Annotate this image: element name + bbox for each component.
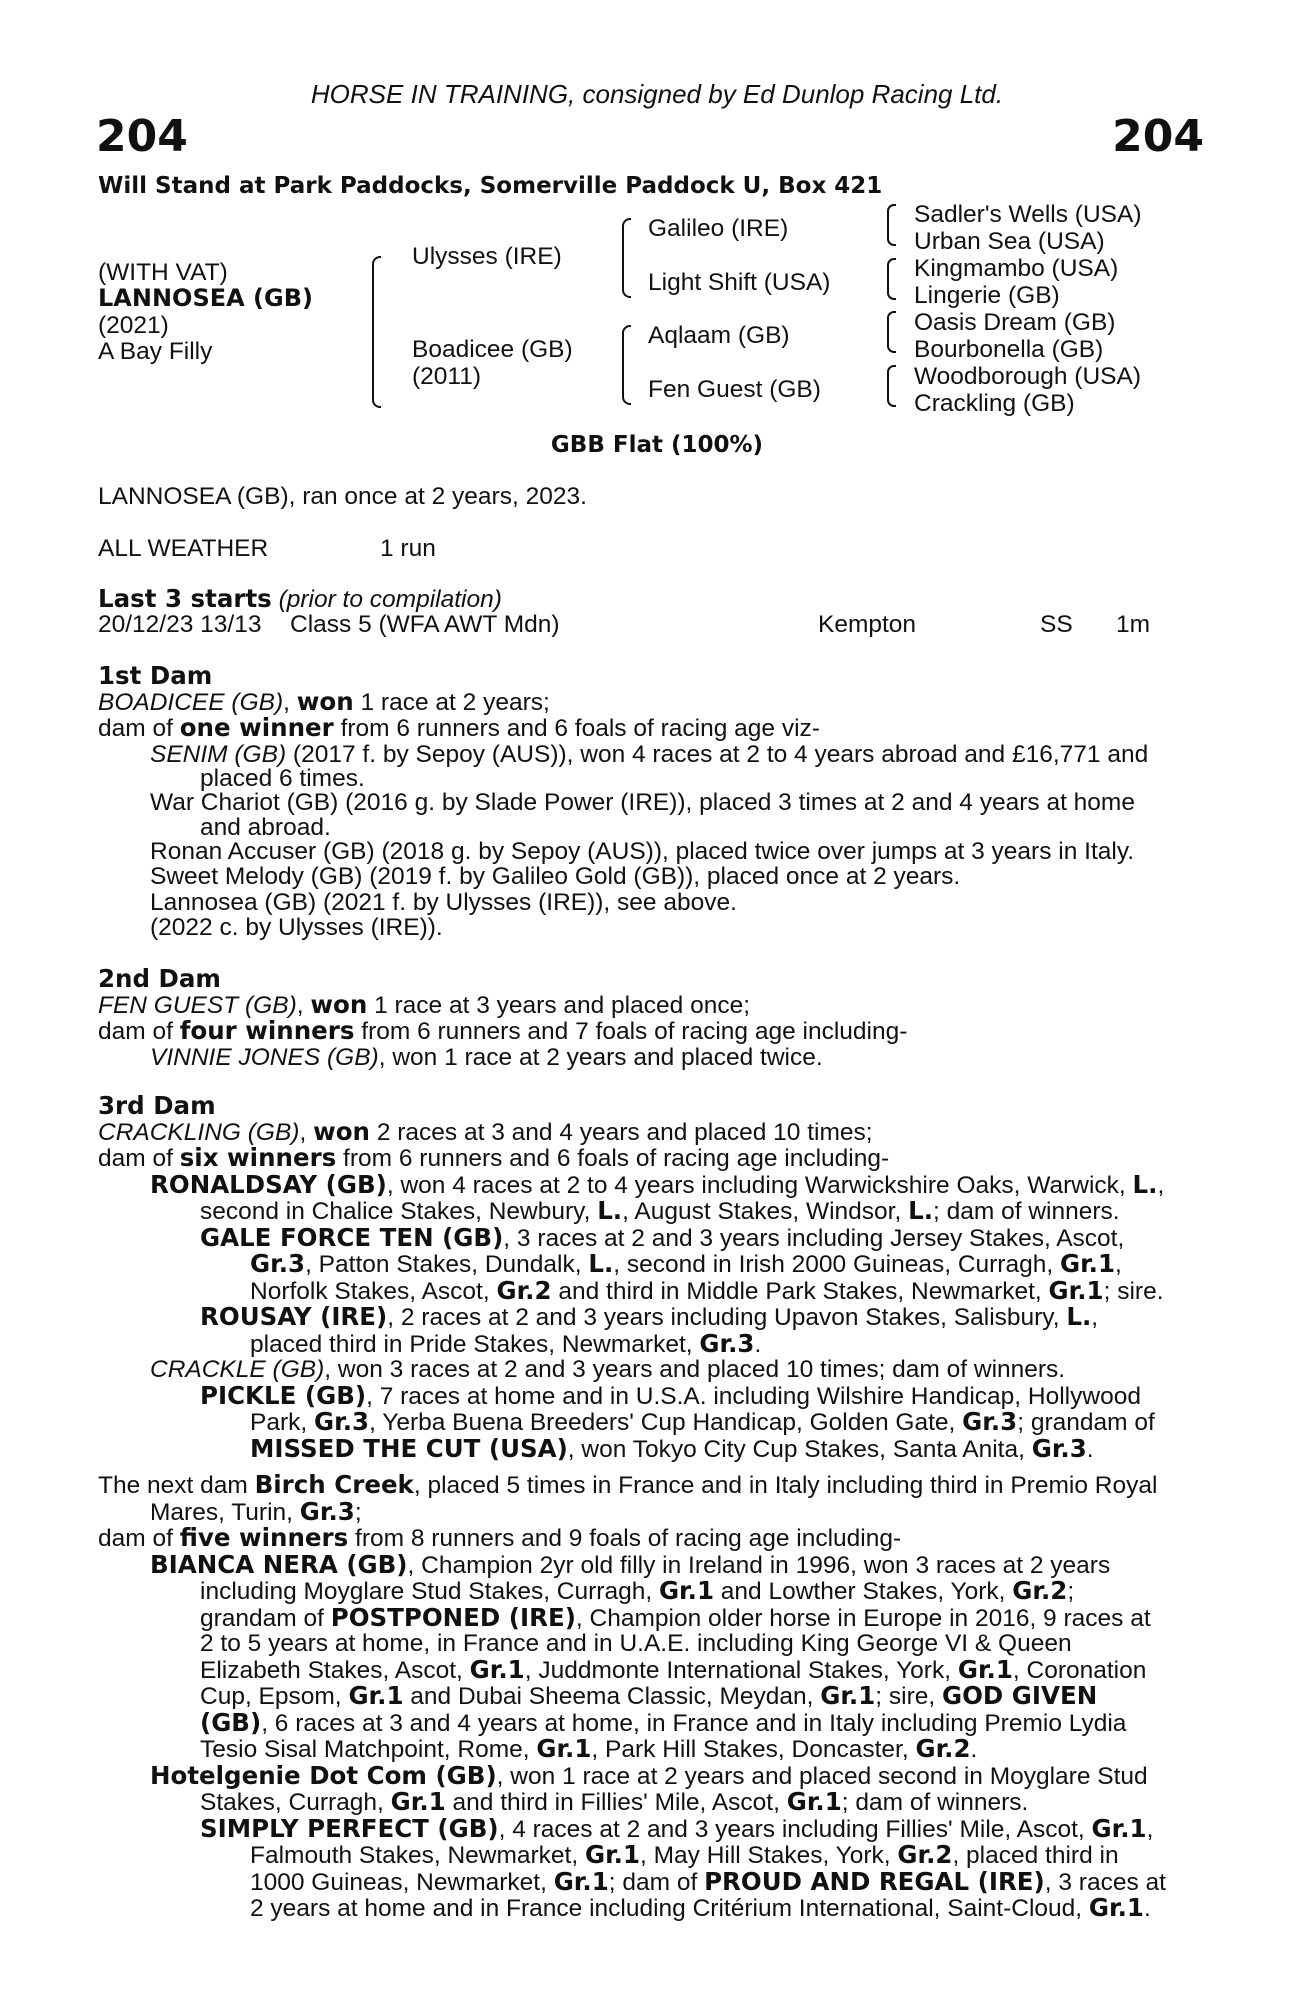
dam-name: BOADICEE (GB) bbox=[98, 688, 284, 716]
grade-label: Gr.1 bbox=[584, 1840, 641, 1869]
text: , Champion older horse in Europe in 2016, 9 races at bbox=[575, 1604, 1151, 1632]
text: . bbox=[1143, 1895, 1151, 1922]
dam-name: Birch Creek bbox=[254, 1470, 414, 1499]
text: . bbox=[754, 1330, 762, 1358]
simplyperfect-line3 bbox=[98, 1866, 1204, 1896]
text: , won 1 race at 2 years and placed second in Moyglare Stud bbox=[496, 1762, 1148, 1790]
pedigree-sire: Ulysses (IRE) bbox=[412, 243, 562, 270]
text: , won Tokyo City Cup Stakes, Santa Anita, bbox=[567, 1435, 1032, 1463]
listed-label: L. bbox=[597, 1196, 623, 1225]
progeny-1 bbox=[98, 1045, 1204, 1071]
text: , August Stakes, Windsor, bbox=[622, 1198, 909, 1225]
text: ; sire. bbox=[1103, 1277, 1164, 1305]
third-dam-title: 3rd Dam bbox=[98, 1091, 216, 1120]
grade-label: Gr.3 bbox=[299, 1496, 355, 1526]
text: Stakes, Curragh, bbox=[200, 1789, 391, 1816]
winner-name: PROUD AND REGAL (IRE) bbox=[704, 1866, 1045, 1896]
grade-label: Gr.3 bbox=[250, 1249, 306, 1278]
next-dam-line1 bbox=[98, 1472, 1204, 1499]
second-dam-line1: FEN GUEST (GB), won 1 race at 3 years and placed once; bbox=[98, 989, 750, 1019]
pedigree-ggp-2: Urban Sea (USA) bbox=[914, 228, 1105, 255]
text: and Dubai Sheema Classic, Meydan, bbox=[403, 1683, 821, 1710]
text: 1 race at 2 years; bbox=[353, 688, 550, 716]
winner-name: Hotelgenie Dot Com (GB) bbox=[150, 1760, 497, 1790]
pedigree-dam-year: (2011) bbox=[412, 363, 482, 390]
dam-name: FEN GUEST (GB) bbox=[98, 991, 297, 1019]
second-dam-title: 2nd Dam bbox=[98, 964, 221, 993]
text: including Moyglare Stud Stakes, Curragh, bbox=[200, 1578, 659, 1605]
text: , bbox=[1157, 1171, 1165, 1199]
simplyperfect-line4 bbox=[98, 1895, 1204, 1922]
third-dam-line2 bbox=[98, 1145, 1204, 1172]
pedigree-dam: Boadicee (GB) bbox=[412, 336, 573, 363]
bianca-line7 bbox=[98, 1707, 1204, 1737]
grade-label: Gr.1 bbox=[1091, 1813, 1147, 1843]
first-dam-section bbox=[98, 663, 1204, 941]
consignment-line: HORSE IN TRAINING, consigned by Ed Dunlop Racing Ltd. bbox=[310, 79, 1004, 109]
winner-name: MISSED THE CUT (USA) bbox=[250, 1433, 568, 1463]
grade-label: Gr.1 bbox=[536, 1734, 592, 1763]
last-start-date-position: 20/12/23 13/13 bbox=[98, 611, 262, 638]
winner-name: ROUSAY (IRE) bbox=[200, 1302, 388, 1331]
text: ; bbox=[354, 1498, 362, 1526]
hotelgenie-line2 bbox=[98, 1789, 1204, 1816]
grade-label: Gr.2 bbox=[1012, 1576, 1068, 1605]
grade-label: Gr.1 bbox=[469, 1654, 525, 1684]
galeforce-line2 bbox=[98, 1251, 1204, 1278]
simplyperfect-line1 bbox=[98, 1813, 1204, 1843]
horse-name: LANNOSEA (GB) bbox=[98, 284, 313, 312]
text: 2 races at 3 and 4 years and placed 10 times; bbox=[370, 1118, 873, 1146]
last-start-course: Kempton bbox=[818, 611, 917, 638]
pedigree-brace-main bbox=[372, 256, 381, 408]
text: , bbox=[1115, 1251, 1122, 1278]
text: , Yerba Buena Breeders' Cup Handicap, Golden Gate, bbox=[369, 1409, 963, 1436]
text: , 6 races at 3 and 4 years at home, in France and in Italy including Premio Lydia bbox=[261, 1709, 1127, 1737]
text: dam of bbox=[98, 715, 180, 742]
text: ; grandam of bbox=[1017, 1409, 1155, 1436]
text: Tesio Sisal Matchpoint, Rome, bbox=[200, 1736, 537, 1763]
pedigree-ggp-5: Oasis Dream (GB) bbox=[914, 309, 1116, 336]
text: , 3 races at 2 and 3 years including Jersey Stakes, Ascot, bbox=[503, 1224, 1125, 1252]
race-summary: LANNOSEA (GB), ran once at 2 years, 2023. bbox=[98, 483, 587, 510]
text: from 8 runners and 9 foals of racing age including- bbox=[348, 1525, 902, 1552]
text: , May Hill Stakes, York, bbox=[640, 1842, 898, 1869]
listed-label: L. bbox=[588, 1249, 614, 1278]
text: , 4 races at 2 and 3 years including Fillies' Mile, Ascot, bbox=[498, 1815, 1092, 1843]
grade-label: Gr.1 bbox=[957, 1654, 1013, 1684]
last-starts-note: (prior to compilation) bbox=[278, 586, 502, 613]
text: Park, bbox=[250, 1409, 314, 1436]
bianca-line1 bbox=[98, 1549, 1204, 1579]
grade-label: Gr.1 bbox=[348, 1681, 404, 1710]
first-dam-line1: BOADICEE (GB), won 1 race at 2 years; bbox=[98, 686, 550, 716]
ronaldsay-line1 bbox=[98, 1169, 1204, 1199]
winners-count: five winners bbox=[179, 1523, 349, 1552]
dam-name: CRACKLING (GB) bbox=[98, 1118, 300, 1146]
progeny-4: Sweet Melody (GB) (2019 f. by Galileo Gold (GB)), placed once at 2 years. bbox=[150, 863, 961, 890]
text: , bbox=[1091, 1304, 1099, 1331]
text: dam of bbox=[98, 1018, 180, 1045]
ronaldsay-line2 bbox=[98, 1198, 1204, 1225]
pedigree-ggp-8: Crackling (GB) bbox=[914, 390, 1075, 417]
text: and Lowther Stakes, York, bbox=[714, 1578, 1013, 1605]
text: Elizabeth Stakes, Ascot, bbox=[200, 1656, 470, 1684]
text: . bbox=[1086, 1435, 1094, 1463]
progeny-3: Ronan Accuser (GB) (2018 g. by Sepoy (AUS)), placed twice over jumps at 3 years in Italy. bbox=[150, 837, 1135, 865]
text: , bbox=[1146, 1815, 1154, 1843]
pedigree-brace-sire bbox=[622, 218, 631, 298]
text: , won 4 races at 2 to 4 years including Warwickshire Oaks, Warwick, bbox=[386, 1171, 1133, 1199]
text: from 6 runners and 7 foals of racing age including- bbox=[354, 1018, 908, 1045]
hotelgenie-line1 bbox=[98, 1760, 1204, 1790]
pedigree-brace-dam bbox=[622, 325, 631, 405]
winner-name: GOD GIVEN bbox=[942, 1681, 1098, 1710]
winner-name: SIMPLY PERFECT (GB) bbox=[200, 1813, 499, 1843]
last-starts-title: Last 3 starts bbox=[98, 584, 272, 613]
pedigree-brace-ggp3 bbox=[887, 311, 896, 353]
text: grandam of bbox=[200, 1604, 331, 1632]
text: 1 race at 3 years and placed once; bbox=[367, 991, 750, 1019]
winner-name: POSTPONED (IRE) bbox=[330, 1602, 576, 1632]
third-dam-section bbox=[98, 1093, 1204, 1462]
text: and third in Fillies' Mile, Ascot, bbox=[445, 1789, 787, 1816]
text: , Patton Stakes, Dundalk, bbox=[305, 1251, 589, 1278]
text: dam of bbox=[98, 1145, 180, 1172]
grade-label: Gr.1 bbox=[553, 1866, 609, 1896]
pedigree-ggp-4: Lingerie (GB) bbox=[914, 282, 1060, 309]
gbb-rating: GBB Flat (100%) bbox=[550, 432, 764, 458]
surface-value: 1 run bbox=[380, 535, 436, 562]
progeny-name: VINNIE JONES (GB) bbox=[150, 1043, 379, 1071]
text: . bbox=[970, 1736, 978, 1763]
last-starts-heading bbox=[98, 586, 502, 613]
text: ; bbox=[1067, 1578, 1075, 1605]
progeny-6: (2022 c. by Ulysses (IRE)). bbox=[150, 914, 443, 941]
galeforce-line1 bbox=[98, 1222, 1204, 1252]
pedigree-ggp-3: Kingmambo (USA) bbox=[914, 255, 1119, 282]
text: dam of bbox=[98, 1525, 180, 1552]
crackle-line bbox=[98, 1357, 1204, 1383]
rousay-line1 bbox=[98, 1304, 1204, 1331]
progeny-1 bbox=[98, 742, 1204, 768]
next-dam-line2 bbox=[98, 1525, 1204, 1552]
text: ; sire, bbox=[875, 1683, 942, 1710]
grade-label: Gr.1 bbox=[1059, 1249, 1116, 1278]
bianca-line6 bbox=[98, 1683, 1204, 1710]
pedigree-ggp-7: Woodborough (USA) bbox=[914, 363, 1141, 390]
pedigree-brace-ggp4 bbox=[887, 365, 896, 407]
winner-name: PICKLE (GB) bbox=[200, 1380, 367, 1410]
text: ; dam of bbox=[608, 1868, 705, 1896]
text: , Juddmonte International Stakes, York, bbox=[524, 1656, 958, 1684]
text: , won 3 races at 2 and 3 years and placed 10 times; dam of winners. bbox=[324, 1356, 1066, 1383]
grade-label: Gr.1 bbox=[786, 1787, 842, 1816]
third-dam-line1: CRACKLING (GB), won 2 races at 3 and 4 years and placed 10 times; bbox=[98, 1116, 873, 1146]
first-dam-title: 1st Dam bbox=[98, 661, 213, 690]
winners-count: four winners bbox=[179, 1016, 355, 1045]
text: from 6 runners and 6 foals of racing age including- bbox=[336, 1145, 890, 1172]
text: , 3 races at bbox=[1044, 1868, 1166, 1896]
pedigree-sire-dam: Light Shift (USA) bbox=[648, 269, 831, 296]
grade-label: Gr.1 bbox=[1088, 1893, 1144, 1922]
pedigree-ggp-1: Sadler's Wells (USA) bbox=[914, 201, 1142, 228]
grade-label: Gr.2 bbox=[915, 1734, 971, 1763]
text: The next dam bbox=[98, 1472, 255, 1499]
progeny-2-cont: and abroad. bbox=[200, 813, 331, 841]
text: Falmouth Stakes, Newmarket, bbox=[250, 1842, 585, 1869]
bianca-line4: 2 to 5 years at home, in France and in U.A.E. including King George VI & Queen bbox=[200, 1630, 1072, 1657]
text: 2 years at home and in France including Critérium International, Saint-Cloud, bbox=[250, 1895, 1089, 1922]
bianca-line8 bbox=[98, 1736, 1204, 1763]
grade-label: Gr.3 bbox=[962, 1407, 1018, 1436]
text: ; dam of winners. bbox=[933, 1198, 1120, 1225]
rousay-line2 bbox=[98, 1328, 1204, 1358]
bianca-line5 bbox=[98, 1654, 1204, 1684]
horse-year: (2021) bbox=[98, 312, 169, 339]
next-dam-section bbox=[98, 1472, 1204, 1922]
text: , 7 races at home and in U.S.A. including Wilshire Handicap, Hollywood bbox=[366, 1382, 1141, 1410]
winners-count: one winner bbox=[179, 713, 334, 742]
progeny-5: Lannosea (GB) (2021 f. by Ulysses (IRE)), see above. bbox=[150, 888, 737, 916]
listed-label: L. bbox=[908, 1196, 934, 1225]
winners-count: six winners bbox=[179, 1143, 337, 1172]
text: 1000 Guineas, Newmarket, bbox=[250, 1868, 554, 1896]
text: , placed third in bbox=[952, 1842, 1119, 1869]
second-dam-section bbox=[98, 966, 1204, 1070]
last-start-distance: 1m bbox=[1116, 611, 1151, 638]
winner-name: GALE FORCE TEN (GB) bbox=[200, 1222, 504, 1252]
text: (2017 f. by Sepoy (AUS)), won 4 races at 2 to 4 years abroad and £16,771 and bbox=[286, 740, 1149, 768]
pickle-line2 bbox=[98, 1409, 1204, 1436]
next-dam-line1-cont bbox=[98, 1496, 1204, 1526]
pedigree-sire-sire: Galileo (IRE) bbox=[648, 215, 789, 242]
winner-name: BIANCA NERA (GB) bbox=[150, 1549, 408, 1579]
text: Cup, Epsom, bbox=[200, 1683, 349, 1710]
text: Norfolk Stakes, Ascot, bbox=[250, 1277, 497, 1305]
text: , Champion 2yr old filly in Ireland in 1996, won 3 races at 2 years bbox=[407, 1551, 1111, 1579]
grade-label: Gr.2 bbox=[897, 1840, 953, 1869]
last-start-race: Class 5 (WFA AWT Mdn) bbox=[290, 611, 560, 638]
grade-label: Gr.2 bbox=[496, 1275, 552, 1305]
won-label: won bbox=[313, 1116, 371, 1146]
text: , won 1 race at 2 years and placed twice. bbox=[378, 1043, 823, 1071]
surface-label: ALL WEATHER bbox=[98, 535, 269, 562]
progeny-name: SENIM (GB) bbox=[150, 740, 287, 768]
last-start-going: SS bbox=[1040, 611, 1073, 638]
pedigree-dam-sire: Aqlaam (GB) bbox=[648, 322, 790, 349]
text: , placed 5 times in France and in Italy including third in Premio Royal bbox=[413, 1472, 1158, 1499]
pedigree-dam-dam: Fen Guest (GB) bbox=[648, 376, 821, 403]
progeny-2: War Chariot (GB) (2016 g. by Slade Power (IRE)), placed 3 times at 2 and 4 years at home bbox=[150, 789, 1135, 816]
pedigree-brace-ggp2 bbox=[887, 258, 896, 300]
listed-label: L. bbox=[1066, 1302, 1092, 1331]
text: and third in Middle Park Stakes, Newmarket, bbox=[551, 1277, 1049, 1305]
text: , Park Hill Stakes, Doncaster, bbox=[591, 1736, 916, 1763]
text: Mares, Turin, bbox=[150, 1498, 300, 1526]
text: , Coronation bbox=[1012, 1656, 1147, 1684]
won-label: won bbox=[296, 686, 354, 716]
grade-label: Gr.1 bbox=[658, 1576, 714, 1605]
grade-label: Gr.3 bbox=[1031, 1433, 1087, 1463]
vat-label: (WITH VAT) bbox=[98, 259, 228, 286]
second-dam-line2 bbox=[98, 1018, 1204, 1045]
winner-name: RONALDSAY (GB) bbox=[150, 1169, 387, 1199]
first-dam-line2 bbox=[98, 715, 1204, 742]
text: placed third in Pride Stakes, Newmarket, bbox=[250, 1330, 700, 1358]
simplyperfect-line2 bbox=[98, 1842, 1204, 1869]
text: second in Chalice Stakes, Newbury, bbox=[200, 1198, 598, 1225]
horse-description: A Bay Filly bbox=[98, 338, 213, 365]
lot-number-right: 204 bbox=[1112, 111, 1204, 162]
grade-label: Gr.1 bbox=[390, 1787, 446, 1816]
bianca-line3 bbox=[98, 1602, 1204, 1632]
grade-label: Gr.3 bbox=[314, 1407, 370, 1436]
won-label: won bbox=[310, 989, 368, 1019]
progeny-1-cont: placed 6 times. bbox=[200, 765, 365, 792]
pedigree-brace-ggp1 bbox=[887, 204, 896, 246]
missedcut-line bbox=[98, 1433, 1204, 1463]
pickle-line1 bbox=[98, 1380, 1204, 1410]
text: , second in Irish 2000 Guineas, Curragh, bbox=[613, 1251, 1060, 1278]
text: , 2 races at 2 and 3 years including Upavon Stakes, Salisbury, bbox=[387, 1304, 1067, 1331]
location-line: Will Stand at Park Paddocks, Somerville Paddock U, Box 421 bbox=[98, 173, 883, 199]
grade-label: Gr.1 bbox=[1048, 1275, 1104, 1305]
progeny-name: CRACKLE (GB) bbox=[150, 1356, 325, 1383]
winner-name: (GB) bbox=[200, 1707, 262, 1737]
text: ; dam of winners. bbox=[841, 1789, 1029, 1816]
grade-label: Gr.3 bbox=[699, 1328, 755, 1358]
text: from 6 runners and 6 foals of racing age viz- bbox=[333, 715, 820, 742]
bianca-line2 bbox=[98, 1578, 1204, 1605]
pedigree-ggp-6: Bourbonella (GB) bbox=[914, 336, 1104, 363]
listed-label: L. bbox=[1132, 1169, 1158, 1199]
galeforce-line3 bbox=[98, 1275, 1204, 1305]
lot-number-left: 204 bbox=[96, 111, 188, 162]
grade-label: Gr.1 bbox=[820, 1681, 876, 1710]
